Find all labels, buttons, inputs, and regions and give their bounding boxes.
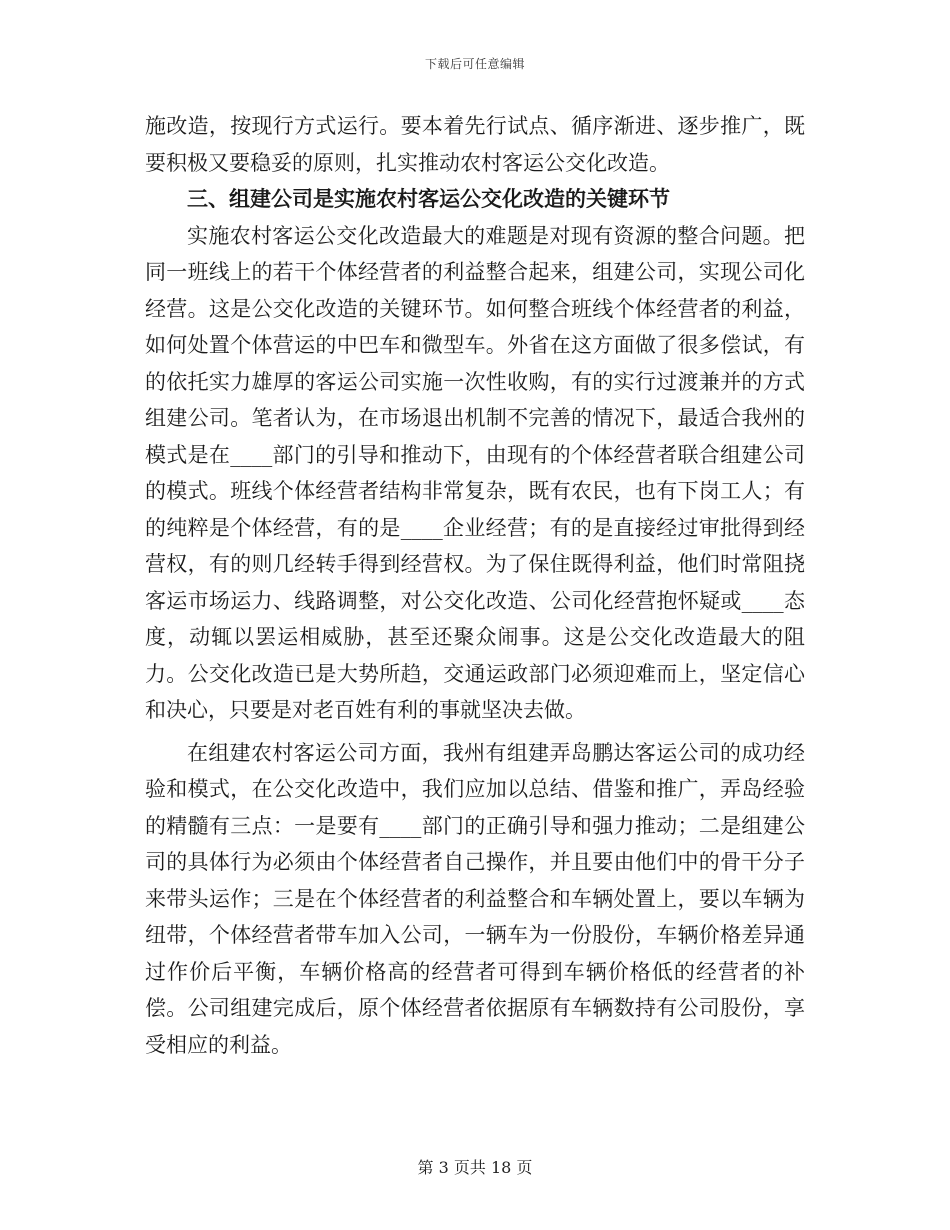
body-paragraph-2: 在组建农村客运公司方面，我州有组建弄岛鹏达客运公司的成功经验和模式，在公交化改造中，我们应加以总结、借鉴和推广，弄岛经验的精髓有三点：一是要有____部门的正确引导和强力推动；二是组建公司的具体行为必须由个体经营者自己操作，并且要由他们中的骨干分子来带头运作；三是在个体经营者的利益整合和车辆处置上，要以车辆为纽带，个体经营者带车加入公司，一辆车为一份股份，车辆价格差异通过作价后平衡，车辆价格高的经营者可得到车辆价格低的经营者的补偿。公司组建完成后，原个体经营者依据原有车辆数持有公司股份，享受相应的利益。 <box>145 740 805 1057</box>
body-paragraph-1: 实施农村客运公交化改造最大的难题是对现有资源的整合问题。把同一班线上的若干个体经营者的利益整合起来，组建公司，实现公司化经营。这是公交化改造的关键环节。如何整合班线个体经营者的利益，如何处置个体营运的中巴车和微型车。外省在这方面做了很多偿试，有的依托实力雄厚的客运公司实施一次性收购，有的实行过渡兼并的方式组建公司。笔者认为，在市场退出机制不完善的情况下，最适合我州的模式是在____部门的引导和推动下，由现有的个体经营者联合组建公司的模式。班线个体经营者结构非常复杂，既有农民，也有下岗工人；有的纯粹是个体经营，有的是____企业经营；有的是直接经过审批得到经营权，有的则几经转手得到经营权。为了保住既得利益，他们时常阻挠客运市场运力、线路调整，对公交化改造、公司化经营抱怀疑或____态度，动辄以罢运相威胁，甚至还聚众闹事。这是公交化改造最大的阻力。公交化改造已是大势所趋，交通运政部门必须迎难而上，坚定信心和决心，只要是对老百姓有利的事就坚决去做。 <box>145 223 805 722</box>
page-header: 下载后可任意编辑 <box>424 57 525 71</box>
page-number-footer: 第 3 页共 18 页 <box>417 1158 533 1177</box>
continuation-paragraph: 施改造，按现行方式运行。要本着先行试点、循序渐进、逐步推广，既要积极又要稳妥的原则，扎实推动农村客运公交化改造。 <box>145 114 805 175</box>
section-heading: 三、组建公司是实施农村客运公交化改造的关键环节 <box>187 187 670 211</box>
document-body <box>145 108 805 1063</box>
